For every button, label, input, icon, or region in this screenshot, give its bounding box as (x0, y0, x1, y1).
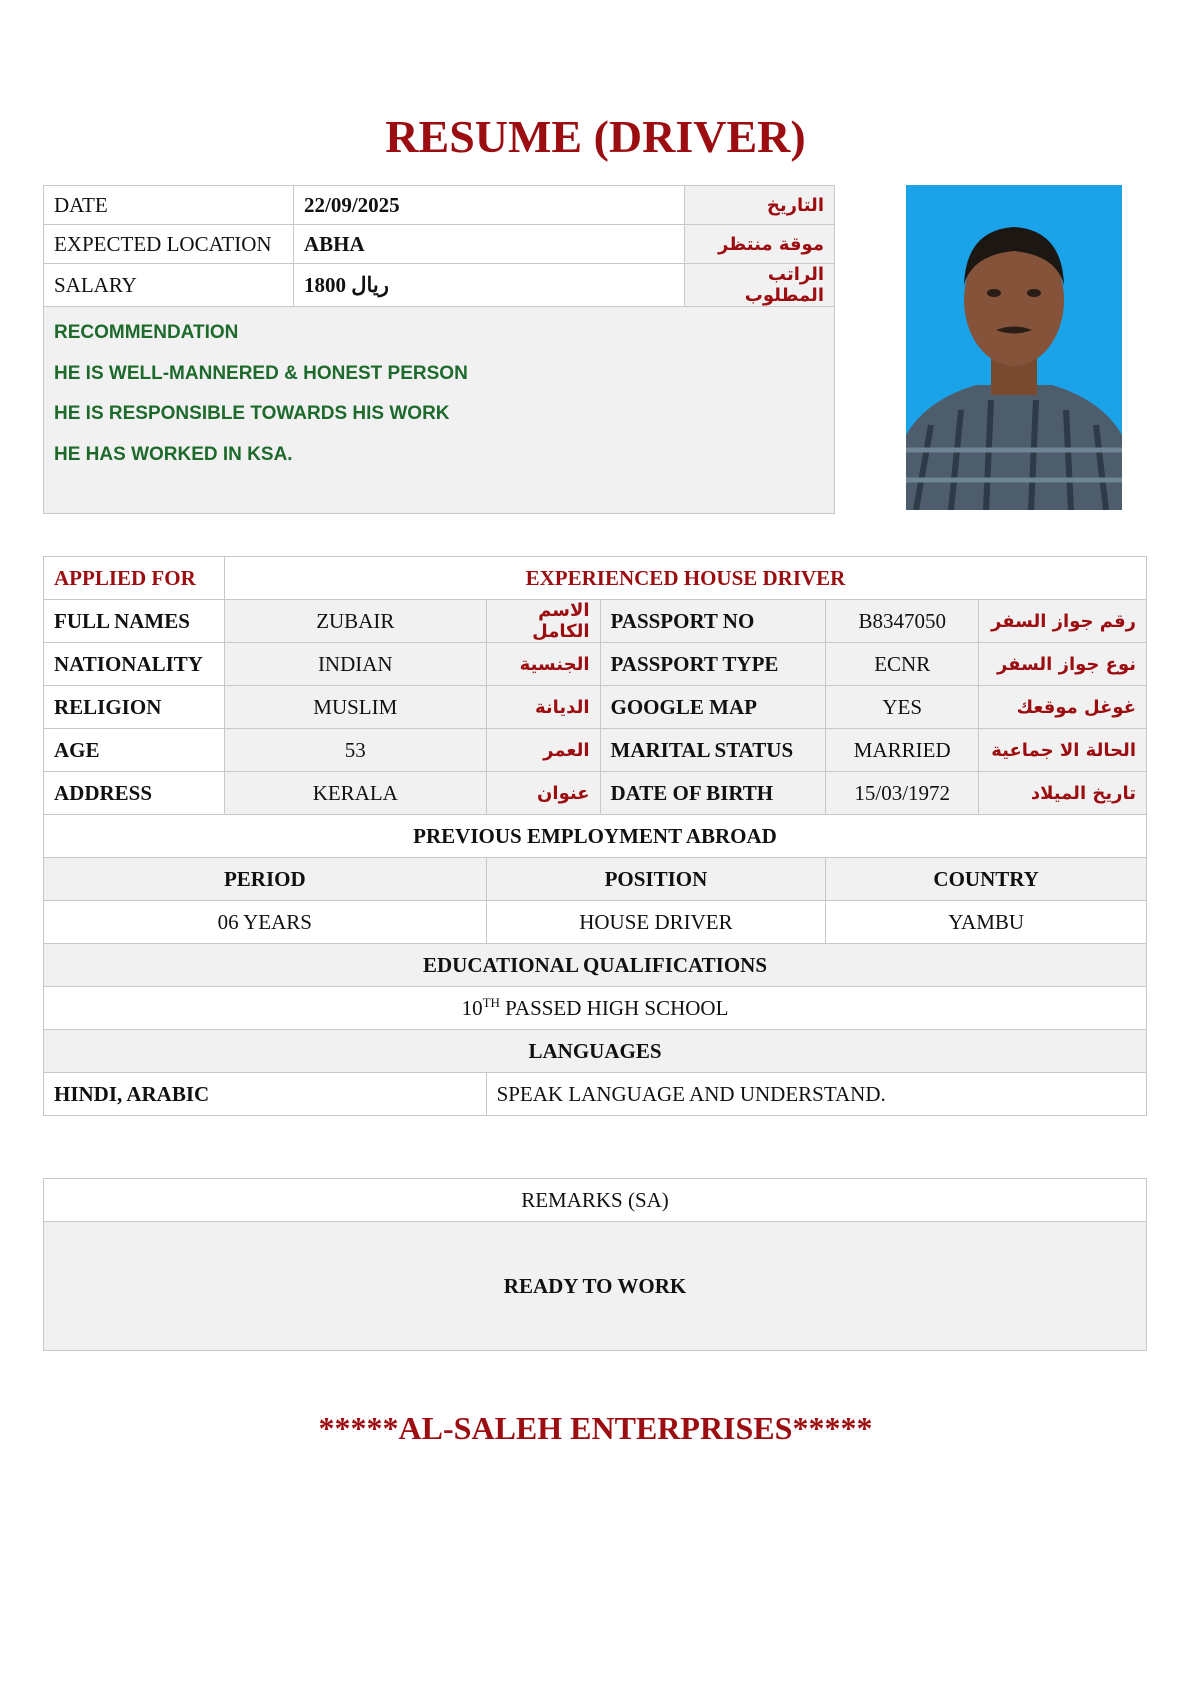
passport-no-value: B8347050 (826, 600, 979, 643)
detail-row (44, 729, 1147, 772)
period-value: 06 YEARS (44, 901, 487, 944)
country-value: YAMBU (826, 901, 1147, 944)
location-arabic: موقة منتظر (685, 225, 835, 264)
marital-status-label: MARITAL STATUS (600, 729, 826, 772)
google-map-arabic: غوغل موقعك (979, 686, 1147, 729)
person-photo-icon (906, 185, 1122, 510)
passport-type-arabic: نوع جواز السفر (979, 643, 1147, 686)
nationality-label: NATIONALITY (44, 643, 225, 686)
age-value: 53 (224, 729, 486, 772)
nationality-arabic: الجنسية (486, 643, 600, 686)
education-heading: EDUCATIONAL QUALIFICATIONS (44, 944, 1147, 987)
employment-heading-row (44, 815, 1147, 858)
salary-label: SALARY (44, 264, 294, 307)
dob-value: 15/03/1972 (826, 772, 979, 815)
employment-data-row (44, 901, 1147, 944)
remarks-heading-row (44, 1179, 1147, 1222)
remarks-table (43, 1178, 1147, 1351)
languages-row (44, 1073, 1147, 1116)
education-ordinal: TH (482, 995, 500, 1010)
languages-names: HINDI, ARABIC (44, 1073, 487, 1116)
date-arabic: التاريخ (685, 186, 835, 225)
page-title: RESUME (DRIVER) (385, 111, 806, 162)
details-table (43, 556, 1147, 1116)
recommendation-row (44, 307, 835, 514)
recommendation-block (44, 307, 835, 514)
languages-heading-row (44, 1030, 1147, 1073)
address-value: KERALA (224, 772, 486, 815)
full-name-value: ZUBAIR (224, 600, 486, 643)
recommendation-line: HE IS RESPONSIBLE TOWARDS HIS WORK (54, 403, 450, 424)
education-value (44, 987, 1147, 1030)
age-arabic: العمر (486, 729, 600, 772)
salary-amount: 1800 ريال (304, 272, 389, 297)
detail-row (44, 643, 1147, 686)
education-row (44, 987, 1147, 1030)
applied-value: EXPERIENCED HOUSE DRIVER (224, 557, 1146, 600)
languages-heading: LANGUAGES (44, 1030, 1147, 1073)
company-footer: *****AL-SALEH ENTERPRISES***** (318, 1410, 873, 1446)
full-name-label: FULL NAMES (44, 600, 225, 643)
salary-arabic: الراتب المطلوب (685, 264, 835, 307)
location-row (44, 225, 835, 264)
position-column-header: POSITION (486, 858, 826, 901)
dob-arabic: تاريخ الميلاد (979, 772, 1147, 815)
google-map-label: GOOGLE MAP (600, 686, 826, 729)
applied-row (44, 557, 1147, 600)
passport-no-arabic: رقم جواز السفر (979, 600, 1147, 643)
candidate-photo (906, 185, 1122, 510)
recommendation-line: HE HAS WORKED IN KSA. (54, 443, 293, 465)
marital-status-value: MARRIED (826, 729, 979, 772)
country-column-header: COUNTRY (826, 858, 1147, 901)
passport-type-value: ECNR (826, 643, 979, 686)
religion-label: RELIGION (44, 686, 225, 729)
education-number: 10 (461, 996, 483, 1020)
dob-label: DATE OF BIRTH (600, 772, 826, 815)
salary-row (44, 264, 835, 307)
passport-no-label: PASSPORT NO (600, 600, 826, 643)
remarks-heading: REMARKS (SA) (44, 1179, 1147, 1222)
google-map-value: YES (826, 686, 979, 729)
detail-row (44, 772, 1147, 815)
employment-columns-row (44, 858, 1147, 901)
religion-arabic: الديانة (486, 686, 600, 729)
recommendation-heading: RECOMMENDATION (54, 322, 239, 343)
applied-label: APPLIED FOR (44, 557, 225, 600)
date-label: DATE (44, 186, 294, 225)
remarks-body-row (44, 1222, 1147, 1351)
recommendation-line: HE IS WELL-MANNERED & HONEST PERSON (54, 362, 468, 384)
detail-row (44, 686, 1147, 729)
nationality-value: INDIAN (224, 643, 486, 686)
languages-level: SPEAK LANGUAGE AND UNDERSTAND. (486, 1073, 1146, 1116)
marital-status-arabic: الحالة الا جماعية (979, 729, 1147, 772)
salary-value (294, 264, 685, 307)
period-column-header: PERIOD (44, 858, 487, 901)
date-value: 22/09/2025 (294, 186, 685, 225)
address-label: ADDRESS (44, 772, 225, 815)
detail-row (44, 600, 1147, 643)
full-name-arabic: الاسم الكامل (486, 600, 600, 643)
education-heading-row (44, 944, 1147, 987)
header-info-table (43, 185, 835, 514)
passport-type-label: PASSPORT TYPE (600, 643, 826, 686)
date-row (44, 186, 835, 225)
location-label: EXPECTED LOCATION (44, 225, 294, 264)
employment-heading: PREVIOUS EMPLOYMENT ABROAD (44, 815, 1147, 858)
age-label: AGE (44, 729, 225, 772)
remarks-text: READY TO WORK (44, 1222, 1147, 1351)
address-arabic: عنوان (486, 772, 600, 815)
religion-value: MUSLIM (224, 686, 486, 729)
education-text: PASSED HIGH SCHOOL (505, 996, 729, 1020)
location-value: ABHA (294, 225, 685, 264)
position-value: HOUSE DRIVER (486, 901, 826, 944)
